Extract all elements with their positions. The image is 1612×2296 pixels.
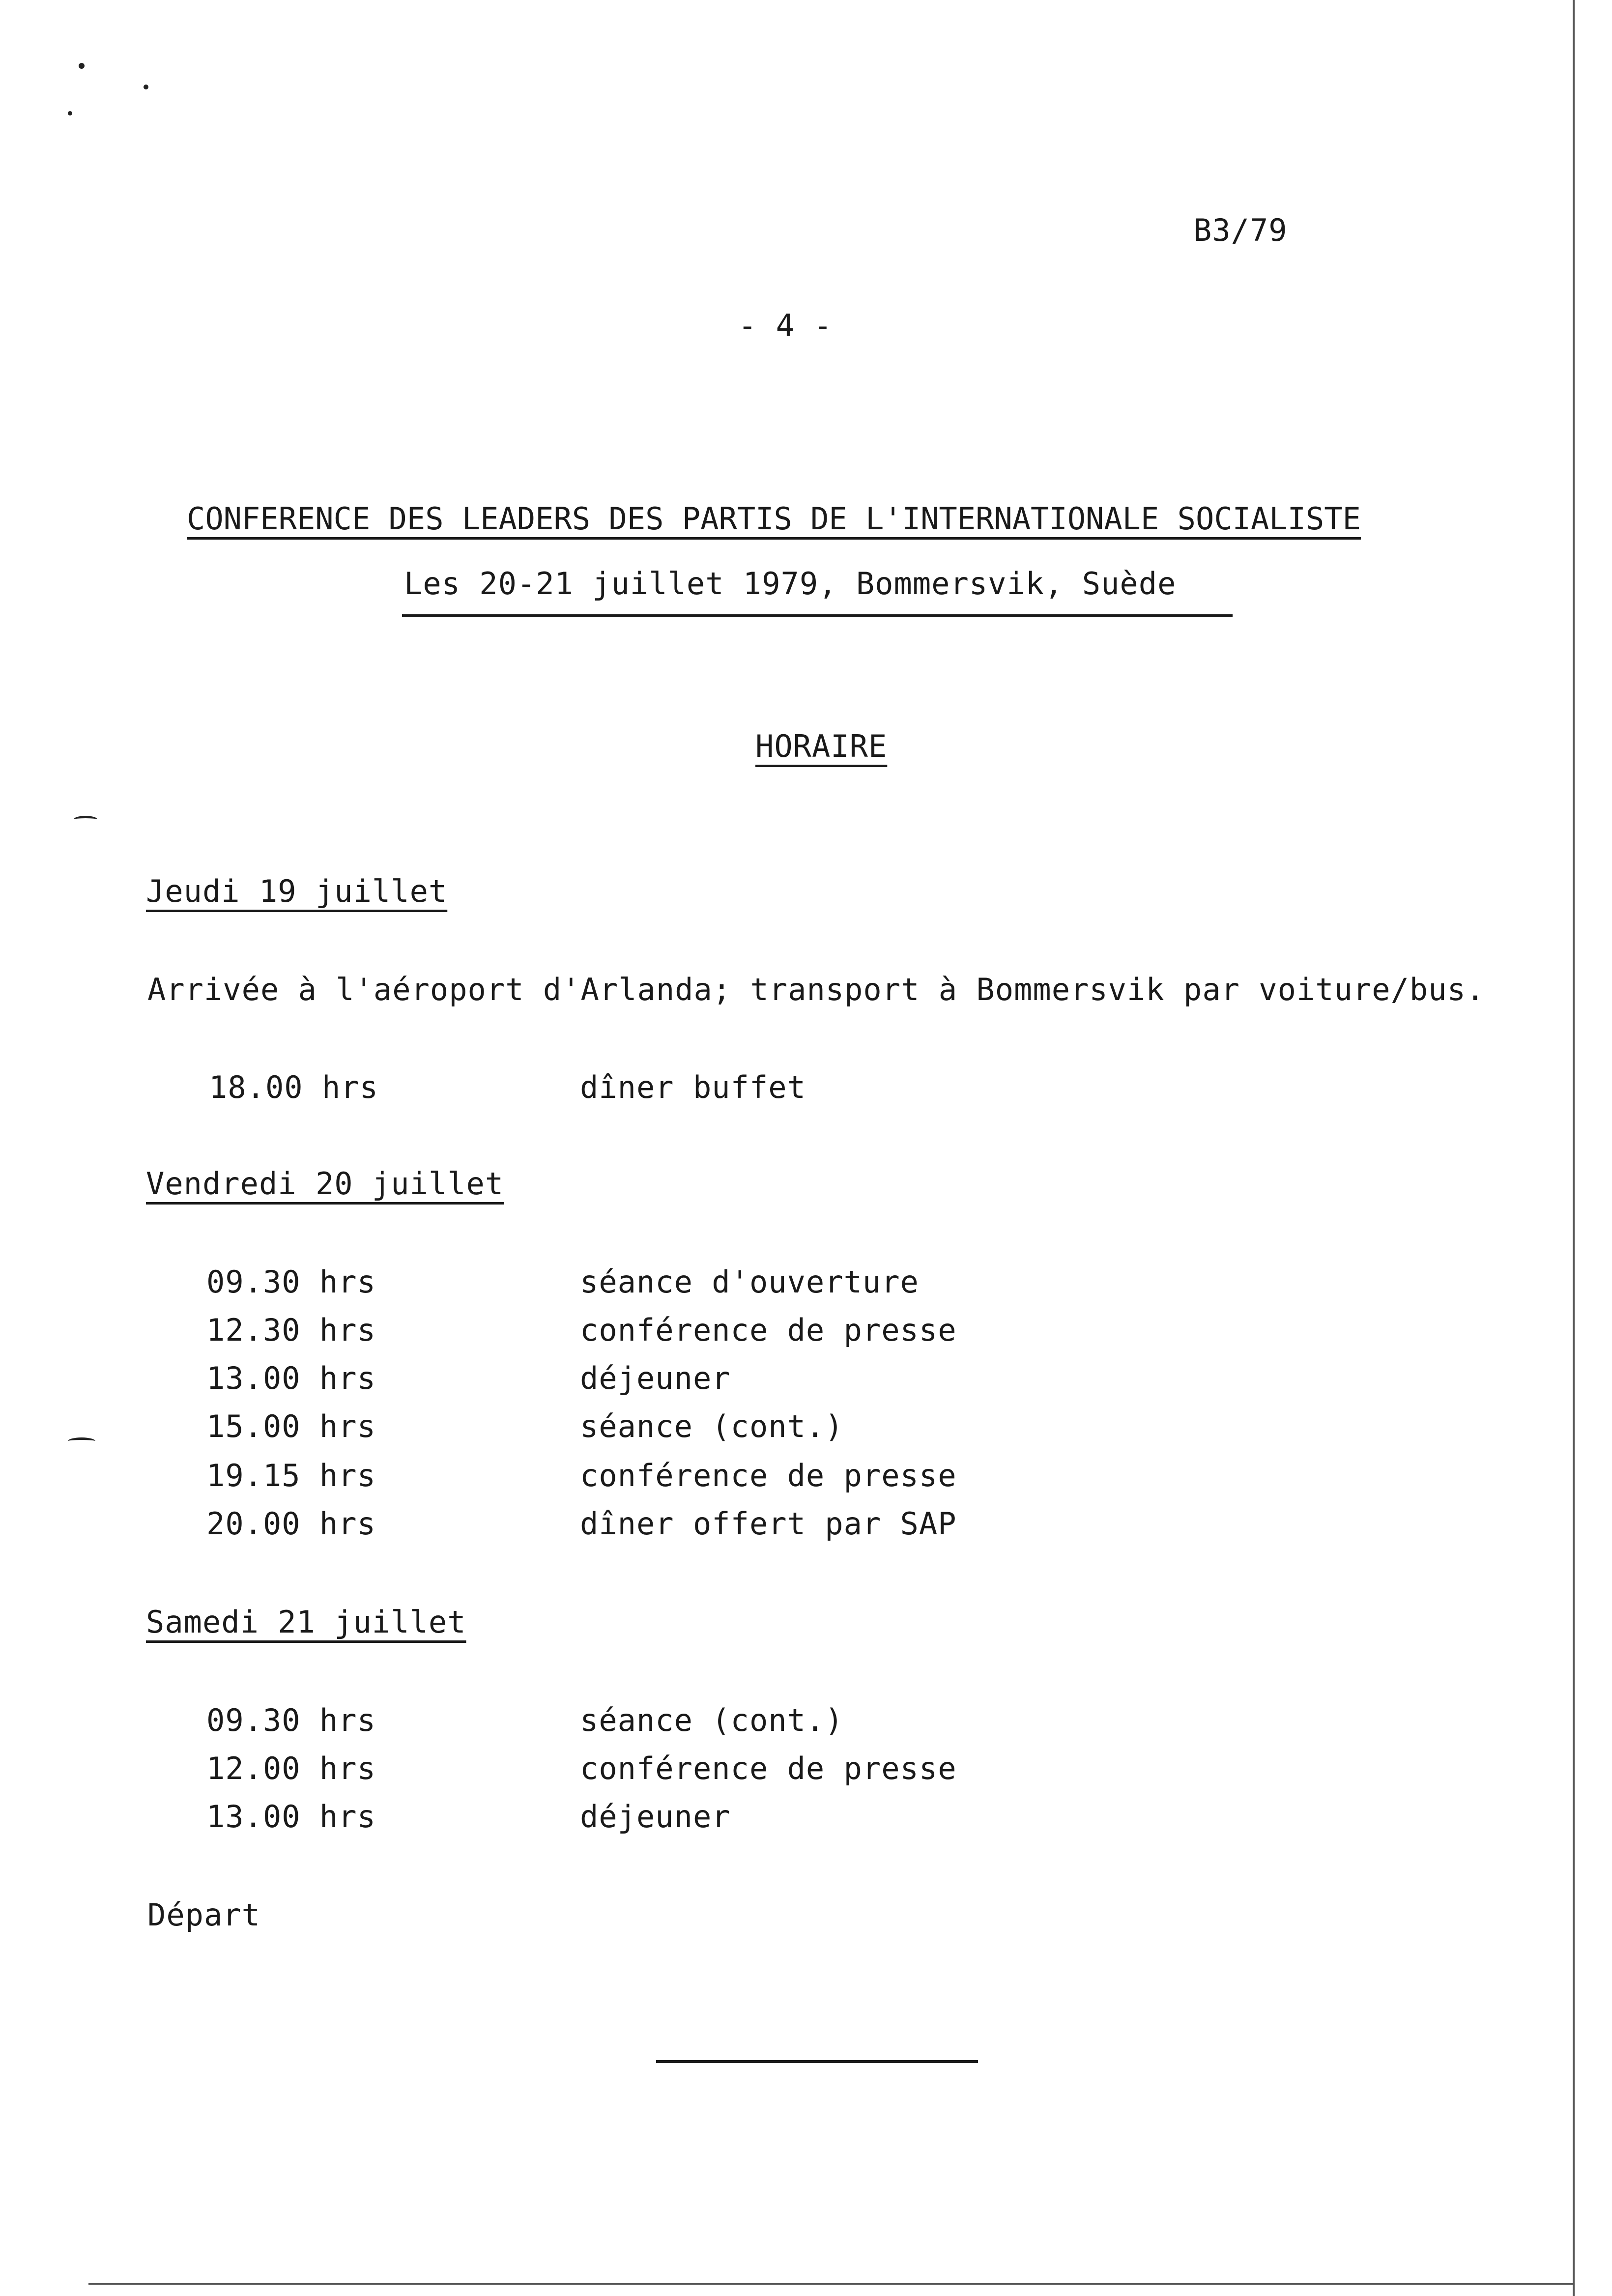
schedule-event: dîner offert par SAP [580, 1506, 957, 1542]
margin-tick-2 [68, 1437, 95, 1445]
schedule-time: 09.30 hrs [206, 1264, 376, 1300]
schedule-time: 15.00 hrs [206, 1408, 376, 1444]
schedule-time: 20.00 hrs [206, 1506, 376, 1542]
arrival-note: Arrivée à l'aéroport d'Arlanda; transport à Bommersvik par voiture/bus. [147, 972, 1485, 1007]
schedule-event: déjeuner [580, 1360, 731, 1396]
day-heading-saturday: Samedi 21 juillet [146, 1604, 466, 1640]
end-rule [656, 2060, 978, 2063]
day-heading-thursday: Jeudi 19 juillet [146, 873, 448, 909]
schedule-time: 12.00 hrs [206, 1751, 376, 1786]
schedule-time: 18.00 hrs [209, 1069, 378, 1105]
schedule-event: conférence de presse [580, 1312, 957, 1348]
departure-line: Départ [147, 1897, 260, 1933]
schedule-event: séance (cont.) [580, 1408, 844, 1444]
schedule-time: 19.15 hrs [206, 1458, 376, 1493]
schedule-time: 13.00 hrs [206, 1360, 376, 1396]
document-reference: B3/79 [1193, 212, 1288, 248]
margin-tick-1 [74, 816, 97, 823]
schedule-time: 09.30 hrs [206, 1702, 376, 1738]
day-heading-friday: Vendredi 20 juillet [146, 1166, 504, 1202]
scan-dot-2 [144, 85, 148, 89]
bottom-edge-line [88, 2283, 1573, 2285]
schedule-time: 12.30 hrs [206, 1312, 376, 1348]
schedule-event: séance d'ouverture [580, 1264, 919, 1300]
title-underline-rule [402, 614, 1233, 617]
page-number: - 4 - [738, 308, 833, 344]
schedule-event: séance (cont.) [580, 1702, 844, 1738]
schedule-event: déjeuner [580, 1799, 731, 1835]
scan-dot-1 [79, 63, 85, 69]
schedule-event: conférence de presse [580, 1458, 957, 1493]
conference-title: CONFERENCE DES LEADERS DES PARTIS DE L'INTERNATIONALE SOCIALISTE [187, 501, 1361, 537]
schedule-time: 13.00 hrs [206, 1799, 376, 1835]
schedule-event: dîner buffet [580, 1069, 806, 1105]
schedule-heading: HORAIRE [755, 728, 888, 764]
schedule-event: conférence de presse [580, 1751, 957, 1786]
scan-dot-3 [68, 111, 72, 115]
right-edge-line [1573, 0, 1575, 2296]
conference-dates-location: Les 20-21 juillet 1979, Bommersvik, Suède [404, 566, 1177, 602]
